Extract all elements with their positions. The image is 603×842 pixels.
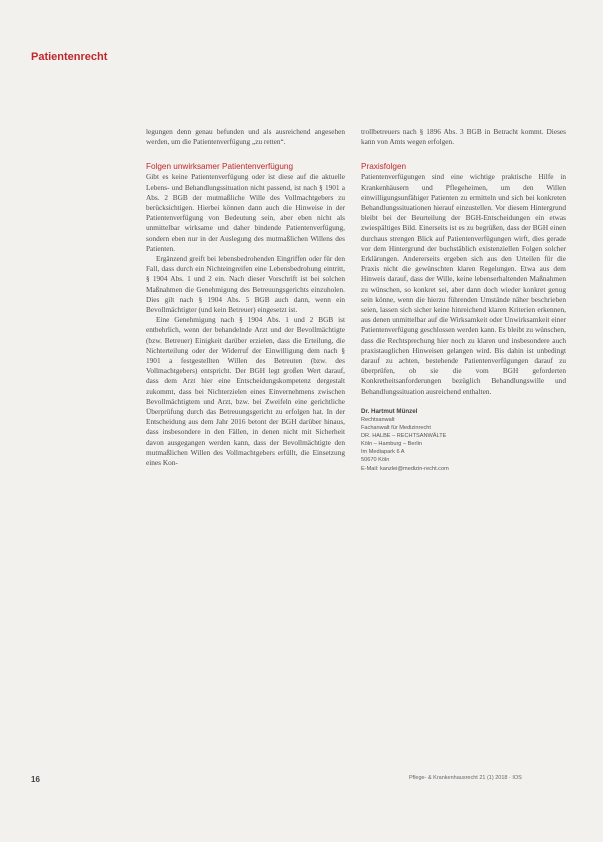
author-line: DR. HALBE – RECHTSANWÄLTE	[361, 433, 447, 440]
author-line: Rechtsanwalt	[361, 416, 395, 423]
paragraph: Ergänzend greift bei lebensbedrohenden Eingriffen oder für den Fall, dass durch ein Nichteingreifen eine Lebensbedrohung eintritt, § 1904 Abs. 1 und 2 ein. Nach dieser Vorschrift ist bei solchen Maßnahmen die Genehmigung des Betreuungsgerichts einzuholen. Dies gilt nach § 1904 Abs. 5 BGB auch dann, wenn ein Bevollmächtigter (und kein Betreuer) eingesetzt ist.	[146, 254, 345, 315]
author-email: E-Mail: kanzlei@medizin-recht.com	[361, 465, 449, 472]
author-info	[361, 408, 566, 473]
paragraph: Eine Genehmigung nach § 1904 Abs. 1 und 2 BGB ist entbehrlich, wenn der behandelnde Arzt und der Bevollmächtigte (bzw. Betreuer) Einigkeit darüber erzielen, dass die Erteilung, die Nichterteilung oder der Widerruf der Einwilligung dem nach § 1901 a festgestellten Willen des Betreuten (bzw. des Vollmachtgebers) entspricht. Der BGH legt großen Wert darauf, dass dem Arzt hier eine Entscheidungskompetenz dergestalt zukommt, dass bei Nichterzielen eines Einvernehmens zwischen Bevollmächtigtem und Arzt, bzw. bei Zweifeln eine gerichtliche Überprüfung durch das Betreuungsgericht zu erfolgen hat. In der Entscheidung aus dem Jahr 2016 betont der BGH darüber hinaus, dass insbesondere in den Fällen, in denen nicht mit Sicherheit davon ausgegangen werden kann, dass der Bevollmächtigte den mutmaßlichen Willen des Vollmachtgebers erfüllt, die Einsetzung eines Kon-	[146, 315, 345, 468]
page-number: 16	[31, 775, 40, 784]
author-line: Köln – Hamburg – Berlin	[361, 441, 422, 448]
section-heading: Praxisfolgen	[361, 162, 407, 172]
author-line: Fachanwalt für Medizinrecht	[361, 425, 431, 432]
section-header: Patientenrecht	[31, 51, 108, 63]
right-column	[361, 127, 566, 473]
paragraph: trollbetreuers nach § 1896 Abs. 3 BGB in Betracht kommt. Dieses kann von Amts wegen erfolgen.	[361, 127, 566, 147]
paragraph: Gibt es keine Patientenverfügung oder ist diese auf die aktuelle Lebens- und Behandlungssituation nicht passend, ist nach § 1901 a Abs. 2 BGB der mutmaßliche Wille des Vollmachtgebers zu berücksichtigen. Hierbei können dann auch die Hinweise in der Patientenverfügung von Bedeutung sein, aber eben nicht als unmittelbar wirksame und daher bindende Patientenverfügung, sondern eben nur in der Auslegung des mutmaßlichen Willens des Patienten.	[146, 172, 345, 253]
author-name: Dr. Hartmut Münzel	[361, 407, 418, 415]
author-line: 50670 Köln	[361, 457, 390, 464]
author-line: Im Mediapark 6 A	[361, 449, 405, 456]
paragraph: Patientenverfügungen sind eine wichtige praktische Hilfe in Krankenhäusern und Pflegeheimen, um den Willen einwilligungsunfähiger Patienten zu ermitteln und sich bei konkreten Behandlungssituationen hierauf einzustellen. Vor diesem Hintergrund bleibt bei der Beurteilung der BGH-Entscheidungen ein etwas zwiespältiges Bild. Einerseits ist es zu begrüßen, dass der BGH einen durchaus strengen Blick auf Patientenverfügungen wirft, dies gerade vor dem Hintergrund der buchstäblich existenziellen Folgen solcher Erklärungen. Andererseits ergeben sich aus den Urteilen für die Praxis nicht die gewünschten klaren Regelungen. Etwa aus dem Hinweis darauf, dass der Wille, keine lebenserhaltenden Maßnahmen zu wünschen, so konkret sei, aber dann doch wieder konkret genug sein könne, wenn die hierzu führenden Umstände näher beschrieben seien, lassen sich sicher keine hinreichend klaren Kriterien erkennen, aus denen unmittelbar auf die Wirksamkeit oder Unwirksamkeit einer Patientenverfügung geschlossen werden kann. Es bleibt zu wünschen, dass die Rechtsprechung hier noch zu klaren und insbesondere auch praxistauglichen Hinweisen gelangen wird. Bis dahin ist unbedingt darauf zu achten, bestehende Patientenverfügungen darauf zu überprüfen, ob sie die vom BGH geforderten Konkretheitsanforderungen bezüglich Behandlungswille und Behandlungssituation ausreichend enthalten.	[361, 172, 566, 396]
journal-footer: Pflege- & Krankenhausrecht 21 (1) 2018 · IOS	[409, 775, 522, 781]
section-heading: Folgen unwirksamer Patientenverfügung	[146, 162, 294, 172]
paragraph: legungen denn genau befunden und als ausreichend angesehen werden, um die Patientenverfügung „zu retten“.	[146, 127, 345, 147]
left-column	[146, 127, 345, 468]
